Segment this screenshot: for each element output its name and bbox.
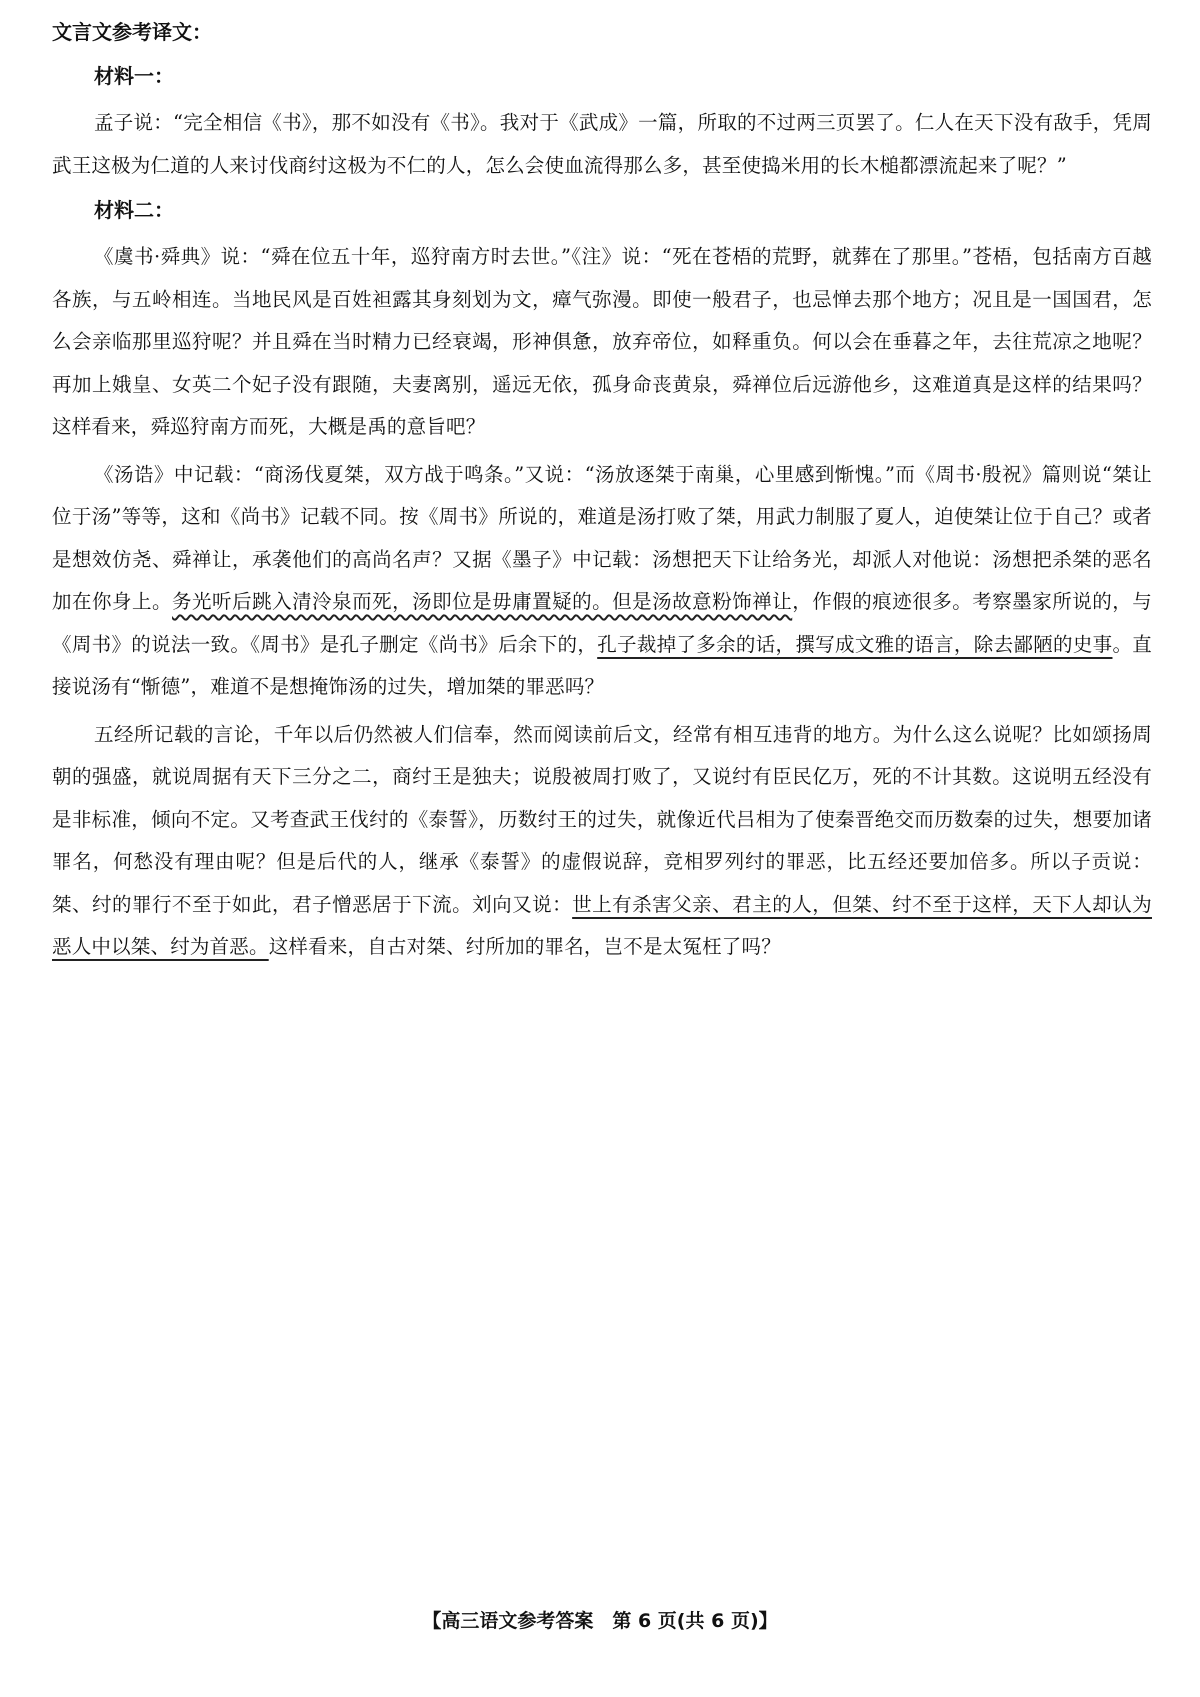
page-footer: 【高三语文参考答案 第 6 页(共 6 页)】 [422,1610,778,1632]
material-two-paragraph-3 [52,714,1152,969]
paragraph-3-text-a: 五经所记载的言论，千年以后仍然被人们信奉，然而阅读前后文，经常有相互违背的地方。为什么这么说呢？比如颂扬周朝的强盛，就说周据有天下三分之二，商纣王是独夫；说殷被周打败了，又说纣有臣民亿万，死的不计其数。这说明五经没有是非标准，倾向不定。又考查武王伐纣的《泰誓》，历数纣王的过失，就像近代吕相为了使秦晋绝交而历数秦的过失，想要加诸罪名，何愁没有理由呢？但是后代的人，继承《泰誓》的虚假说辞，竞相罗列纣的罪恶，比五经还要加倍多。所以子贡说：桀、纣的罪行不至于如此，君子憎恶居于下流。刘向又说： [52,722,1152,916]
underlined-sentence-liu-xiang: 世上有杀害父亲、君主的人，但桀、纣不至于这样，天下人却认为恶人中以桀、纣为首恶。 [52,892,1152,958]
paragraph-2-text-c: 。直接说汤有“惭德”，难道不是想掩饰汤的过失，增加桀的罪恶吗？ [52,632,1153,698]
paragraph-2-text-a: 《汤诰》中记载：“商汤伐夏桀，双方战于鸣条。”又说：“汤放逐桀于南巢，心里感到惭愧。”而《周书·殷祝》篇则说“桀让位于汤”等等，这和《尚书》记载不同。按《周书》所说的，难道是汤打败了桀，用武力制服了夏人，迫使桀让位于自己？或者是想效仿尧、舜禅让，承袭他们的高尚名声？又据《墨子》中记载：汤想把天下让给务光，却派人对他说：汤想把杀桀的恶名加在你身上。 [52,462,1152,613]
wavy-underlined-sentence: 务光听后跳入清泠泉而死，汤即位是毋庸置疑的。但是汤故意粉饰禅让 [172,590,793,613]
material-one-label: 材料一： [94,64,174,88]
underlined-sentence-confucius: 孔子裁掉了多余的话，撰写成文雅的语言，除去鄙陋的史事 [597,632,1113,656]
material-two-paragraph-1: 《虞书·舜典》说：“舜在位五十年，巡狩南方时去世。”《注》说：“死在苍梧的荒野，就葬在了那里。”苍梧，包括南方百越各族，与五岭相连。当地民风是百姓袒露其身刻划为文，瘴气弥漫。即使一般君子，也忌惮去那个地方；况且是一国国君，怎么会亲临那里巡狩呢？并且舜在当时精力已经衰竭，形神俱惫，放弃帝位，如释重负。何以会在垂暮之年，去往荒凉之地呢？再加上娥皇、女英二个妃子没有跟随，夫妻离别，遥远无依，孤身命丧黄泉，舜禅位后远游他乡，这难道真是这样的结果吗？这样看来，舜巡狩南方而死，大概是禹的意旨吧？ [52,245,1152,438]
material-two-paragraph-2 [52,454,1152,709]
paragraph-2-text-b: ，作假的痕迹很多。考察墨家所说的，与《周书》的说法一致。《周书》是孔子删定《尚书》后余下的， [52,590,1153,656]
paragraph-3-text-b: 这样看来，自古对桀、纣所加的罪名，岂不是太冤枉了吗？ [268,935,781,958]
material-one-paragraph: 孟子说：“完全相信《书》，那不如没有《书》。我对于《武成》一篇，所取的不过两三页罢了。仁人在天下没有敌手，凭周武王这极为仁道的人来讨伐商纣这极为不仁的人，怎么会使血流得那么多，甚至使捣米用的长木槌都漂流起来了呢？” [52,111,1152,177]
material-two-label: 材料二： [94,198,174,222]
translation-body [52,14,1152,974]
page-heading: 文言文参考译文： [52,20,212,44]
